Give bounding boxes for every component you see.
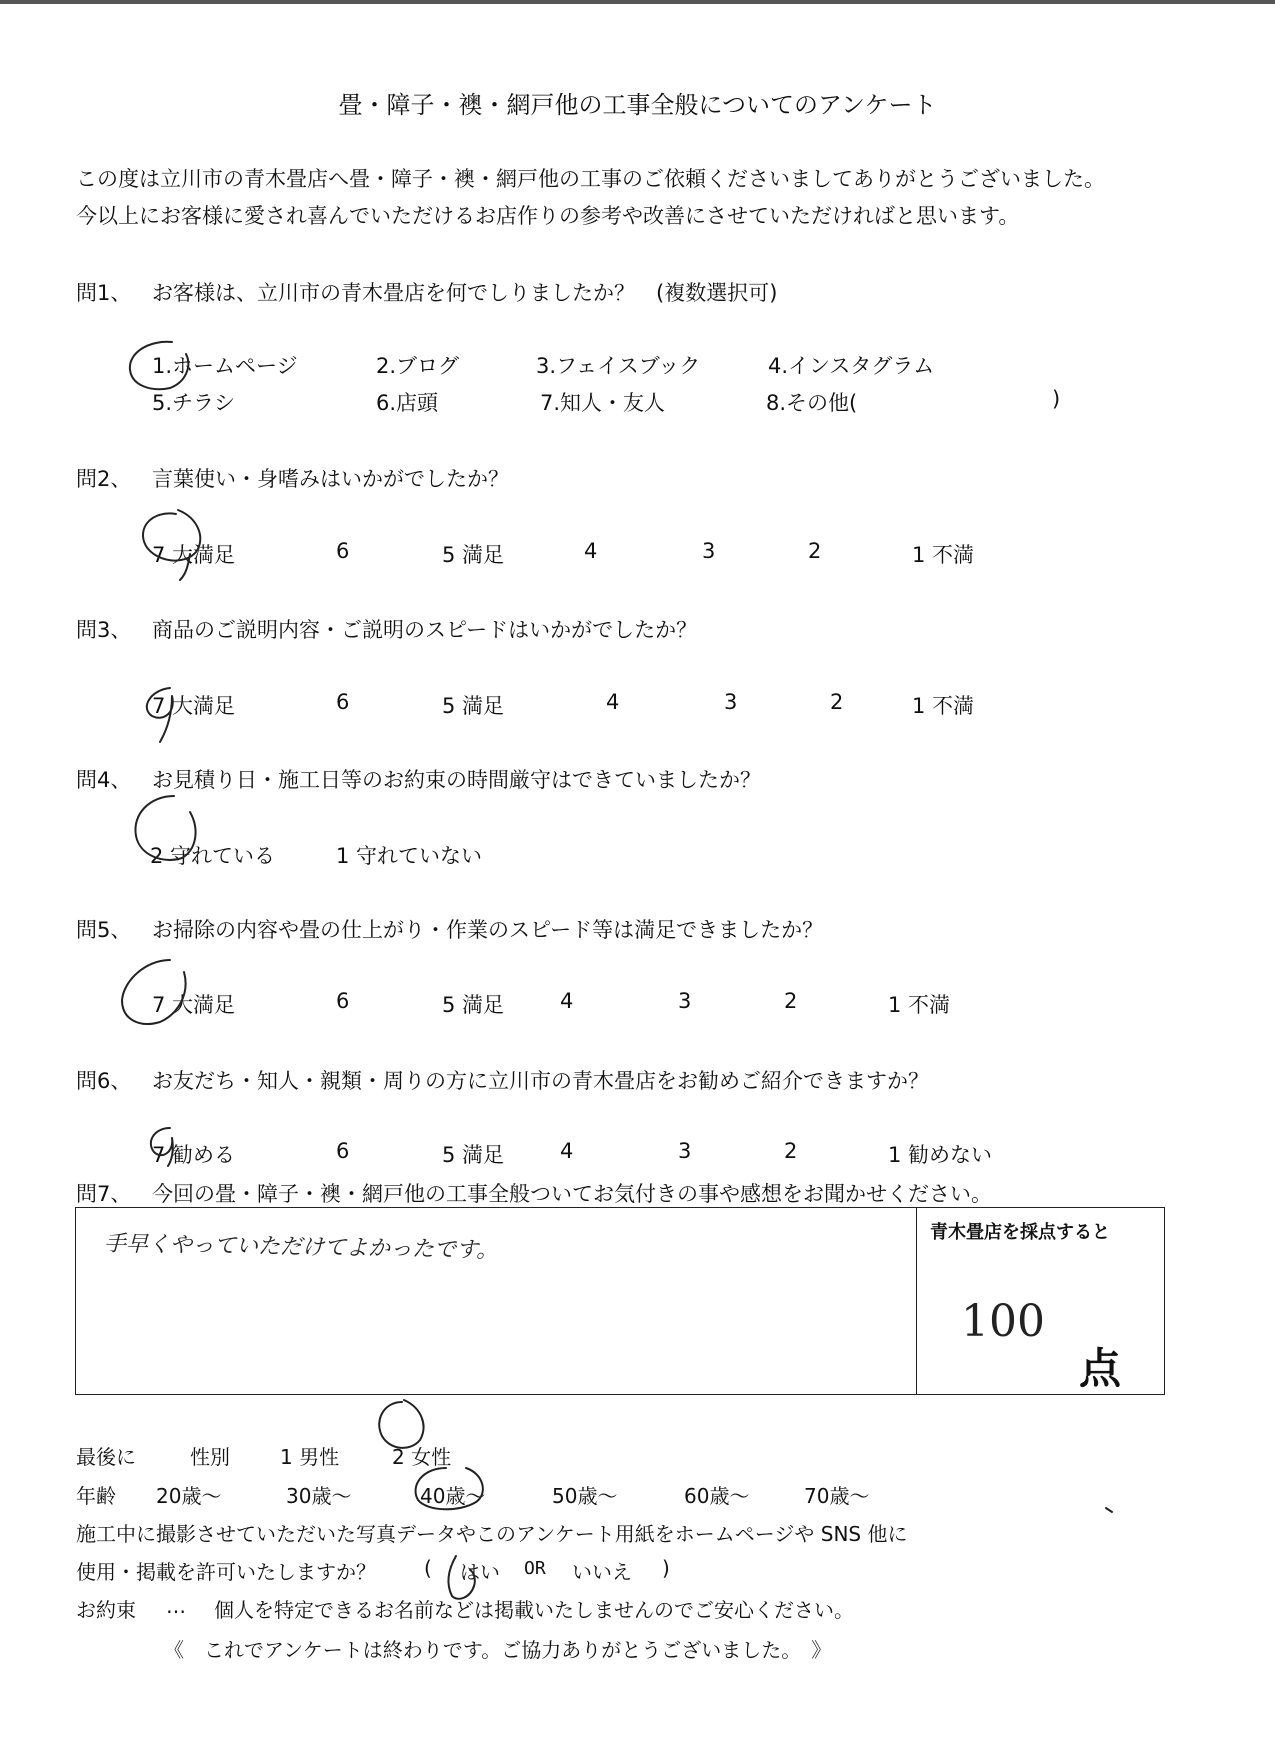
q3-option-4[interactable]: 4 — [606, 690, 620, 714]
age-label: 年齢 — [76, 1484, 116, 1508]
q3-option-7[interactable]: 7 大満足 — [152, 694, 236, 718]
q4-text: お見積り日・施工日等のお約束の時間厳守はできていましたか？ — [152, 768, 761, 792]
q6-number: 問6、 — [76, 1069, 132, 1093]
q7-answer-text[interactable]: 手早くやっていただけてよかったです。 — [103, 1231, 499, 1264]
q2-option-1[interactable]: 1 不満 — [912, 543, 975, 567]
q1-option-8[interactable]: 8.その他( — [766, 391, 858, 415]
permission-line-2: 使用・掲載を許可いたしますか？ — [76, 1560, 376, 1584]
promise-dots: … — [166, 1594, 186, 1618]
q4-number: 問4、 — [76, 768, 132, 792]
q7-text: 今回の畳・障子・襖・網戸他の工事全般ついてお気付きの事や感想をお聞かせください。 — [152, 1182, 992, 1206]
q3-selected-mark — [147, 688, 173, 742]
q3-option-2[interactable]: 2 — [830, 690, 844, 714]
q1-selected-circle — [130, 342, 188, 389]
q1-option-1[interactable]: 1.ホームページ — [152, 354, 298, 378]
permission-selected-mark — [449, 1556, 475, 1599]
q3-option-5[interactable]: 5 満足 — [442, 694, 505, 718]
q2-option-4[interactable]: 4 — [584, 539, 598, 563]
q6-option-2[interactable]: 2 — [784, 1139, 798, 1163]
q5-option-4[interactable]: 4 — [560, 989, 574, 1013]
promise-text: 個人を特定できるお名前などは掲載いたしませんのでご安心ください。 — [214, 1598, 854, 1622]
q1-option-8-close: ) — [1052, 387, 1061, 411]
q1-option-3[interactable]: 3.フェイスブック — [536, 354, 701, 378]
q2-circle-tail — [180, 554, 190, 580]
q2-option-2[interactable]: 2 — [808, 539, 822, 563]
q6-option-6[interactable]: 6 — [336, 1139, 350, 1163]
survey-title: 畳・障子・襖・網戸他の工事全般についてのアンケート — [338, 91, 937, 119]
q6-option-1[interactable]: 1 勧めない — [888, 1143, 993, 1167]
permission-line-1: 施工中に撮影させていただいた写真データやこのアンケート用紙をホームページや SNS 他に — [76, 1522, 908, 1546]
q6-option-3[interactable]: 3 — [678, 1139, 692, 1163]
permission-open-paren: ( — [424, 1556, 432, 1580]
gender-option-male[interactable]: 1 男性 — [280, 1445, 340, 1469]
gender-option-female[interactable]: 2 女性 — [392, 1445, 452, 1469]
intro-line-2: 今以上にお客様に愛され喜んでいただけるお店作りの参考や改善にさせていただければと思います。 — [76, 204, 1020, 228]
q1-option-7[interactable]: 7.知人・友人 — [540, 391, 666, 415]
promise-label: お約束 — [76, 1598, 136, 1622]
intro-line-1: この度は立川市の青木畳店へ畳・障子・襖・網戸他の工事のご依頼くださいましてありがとうございました。 — [76, 167, 1105, 191]
closing-message: 《 これでアンケートは終わりです。ご協力ありがとうございました。 》 — [164, 1638, 832, 1662]
q2-selected-circle — [143, 510, 200, 561]
age-option-50[interactable]: 50歳～ — [552, 1484, 618, 1508]
q6-option-7[interactable]: 7 勧める — [152, 1143, 236, 1167]
permission-yes[interactable]: はい — [460, 1560, 500, 1584]
permission-no[interactable]: いいえ — [572, 1560, 632, 1584]
q1-option-4[interactable]: 4.インスタグラム — [768, 354, 935, 378]
q2-text: 言葉使い・身嗜みはいかがでしたか？ — [152, 467, 509, 491]
q4-option-1[interactable]: 1 守れていない — [336, 844, 483, 868]
score-unit: 点 — [1079, 1344, 1122, 1393]
q5-option-6[interactable]: 6 — [336, 989, 350, 1013]
q2-option-7[interactable]: 7 大満足 — [152, 543, 236, 567]
q1-option-6[interactable]: 6.店頭 — [376, 391, 439, 415]
q5-option-7[interactable]: 7 大満足 — [152, 993, 236, 1017]
q6-selected-mark — [151, 1128, 173, 1166]
age-option-70[interactable]: 70歳～ — [804, 1484, 870, 1508]
age-option-40[interactable]: 40歳～ — [420, 1484, 486, 1508]
q5-number: 問5、 — [76, 918, 132, 942]
score-label: 青木畳店を採点すると — [930, 1222, 1110, 1243]
q6-option-5[interactable]: 5 満足 — [442, 1143, 505, 1167]
q4-option-2[interactable]: 2 守れている — [150, 844, 276, 868]
scan-speck — [1106, 1508, 1112, 1512]
q2-number: 問2、 — [76, 467, 132, 491]
q5-option-1[interactable]: 1 不満 — [888, 993, 951, 1017]
q3-text: 商品のご説明内容・ご説明のスピードはいかがでしたか？ — [152, 618, 698, 642]
age-option-60[interactable]: 60歳～ — [684, 1484, 750, 1508]
q3-number: 問3、 — [76, 618, 132, 642]
age-option-30[interactable]: 30歳～ — [286, 1484, 352, 1508]
permission-or: OR — [524, 1558, 546, 1579]
q1-number: 問1、 — [76, 281, 132, 305]
q2-option-3[interactable]: 3 — [702, 539, 716, 563]
q2-option-5[interactable]: 5 満足 — [442, 543, 505, 567]
q1-text: お客様は、立川市の青木畳店を何でしりましたか？ (複数選択可) — [152, 281, 778, 305]
q5-text: お掃除の内容や畳の仕上がり・作業のスピード等は満足できましたか？ — [152, 918, 824, 942]
q3-option-1[interactable]: 1 不満 — [912, 694, 975, 718]
q5-selected-circle — [122, 960, 186, 1024]
q5-option-5[interactable]: 5 満足 — [442, 993, 505, 1017]
q7-number: 問7、 — [76, 1182, 132, 1206]
permission-close-paren: ) — [662, 1556, 670, 1580]
q4-selected-circle — [135, 796, 195, 860]
q1-option-5[interactable]: 5.チラシ — [152, 391, 236, 415]
gender-selected-circle — [379, 1400, 423, 1448]
age-option-20[interactable]: 20歳～ — [156, 1484, 222, 1508]
age-selected-circle — [416, 1468, 486, 1509]
q1-option-2[interactable]: 2.ブログ — [376, 354, 460, 378]
q2-option-6[interactable]: 6 — [336, 539, 350, 563]
q6-text: お友だち・知人・親類・周りの方に立川市の青木畳店をお勧めご紹介できますか？ — [152, 1069, 929, 1093]
gender-label: 性別 — [190, 1445, 230, 1469]
q3-option-3[interactable]: 3 — [724, 690, 738, 714]
q6-option-4[interactable]: 4 — [560, 1139, 574, 1163]
final-lead: 最後に — [76, 1445, 136, 1469]
q3-option-6[interactable]: 6 — [336, 690, 350, 714]
q5-option-3[interactable]: 3 — [678, 989, 692, 1013]
q5-option-2[interactable]: 2 — [784, 989, 798, 1013]
score-value[interactable]: 100 — [961, 1296, 1045, 1347]
